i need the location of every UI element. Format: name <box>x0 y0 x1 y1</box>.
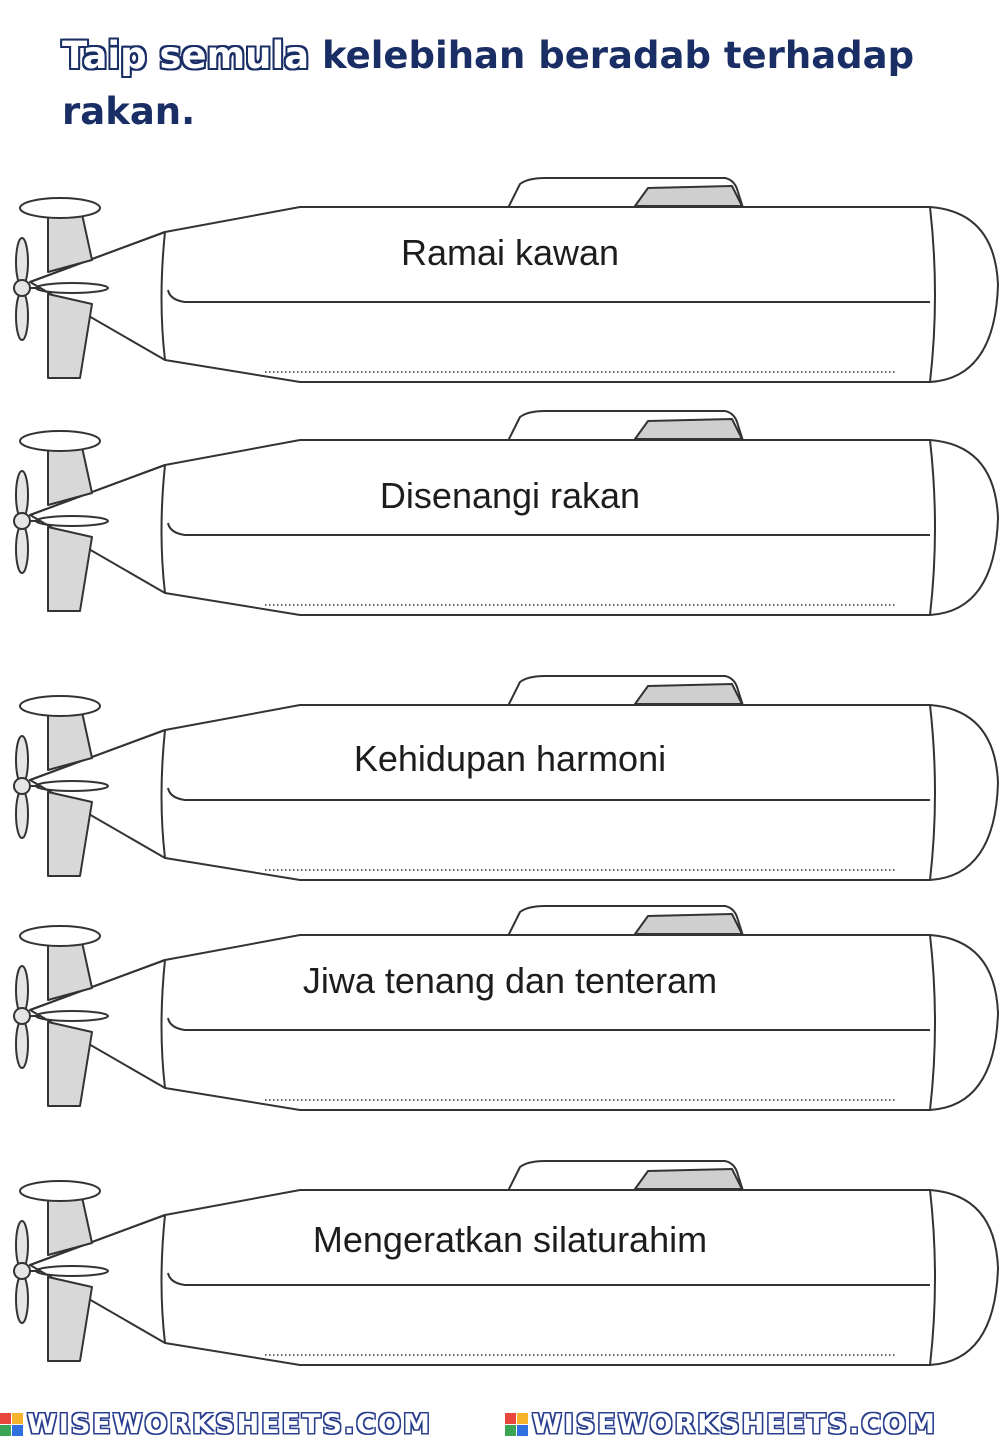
submarine-card-4 <box>0 898 1000 1128</box>
answer-input[interactable] <box>222 1248 876 1290</box>
footer-watermark <box>0 1406 1000 1443</box>
instruction-rest: kelebihan beradab terhadap <box>309 34 915 77</box>
answer-input[interactable] <box>222 993 876 1035</box>
brand-mark-2 <box>505 1409 1000 1440</box>
brand-logo-icon <box>0 1413 23 1436</box>
submarine-label: Mengeratkan silaturahim <box>312 1219 708 1260</box>
instruction-title <box>62 28 962 140</box>
answer-input[interactable] <box>222 498 876 540</box>
submarine-card-5 <box>0 1153 1000 1383</box>
instruction-rest-line2: rakan. <box>62 90 196 133</box>
answer-input[interactable] <box>222 265 876 307</box>
submarine-label: Jiwa tenang dan tenteram <box>302 960 718 1001</box>
submarine-label: Ramai kawan <box>400 232 620 273</box>
submarine-label: Disenangi rakan <box>379 475 641 516</box>
submarine-card-1 <box>0 170 1000 400</box>
brand-text: WISEWORKSHEETS.COM <box>532 1409 937 1440</box>
brand-mark-1 <box>0 1409 495 1440</box>
brand-logo-icon <box>505 1413 528 1436</box>
submarine-card-2 <box>0 403 1000 633</box>
brand-text: WISEWORKSHEETS.COM <box>27 1409 432 1440</box>
answer-input[interactable] <box>222 763 876 805</box>
submarine-card-3 <box>0 668 1000 898</box>
submarine-label: Kehidupan harmoni <box>353 738 667 779</box>
instruction-highlight: Taip semula <box>62 34 310 77</box>
